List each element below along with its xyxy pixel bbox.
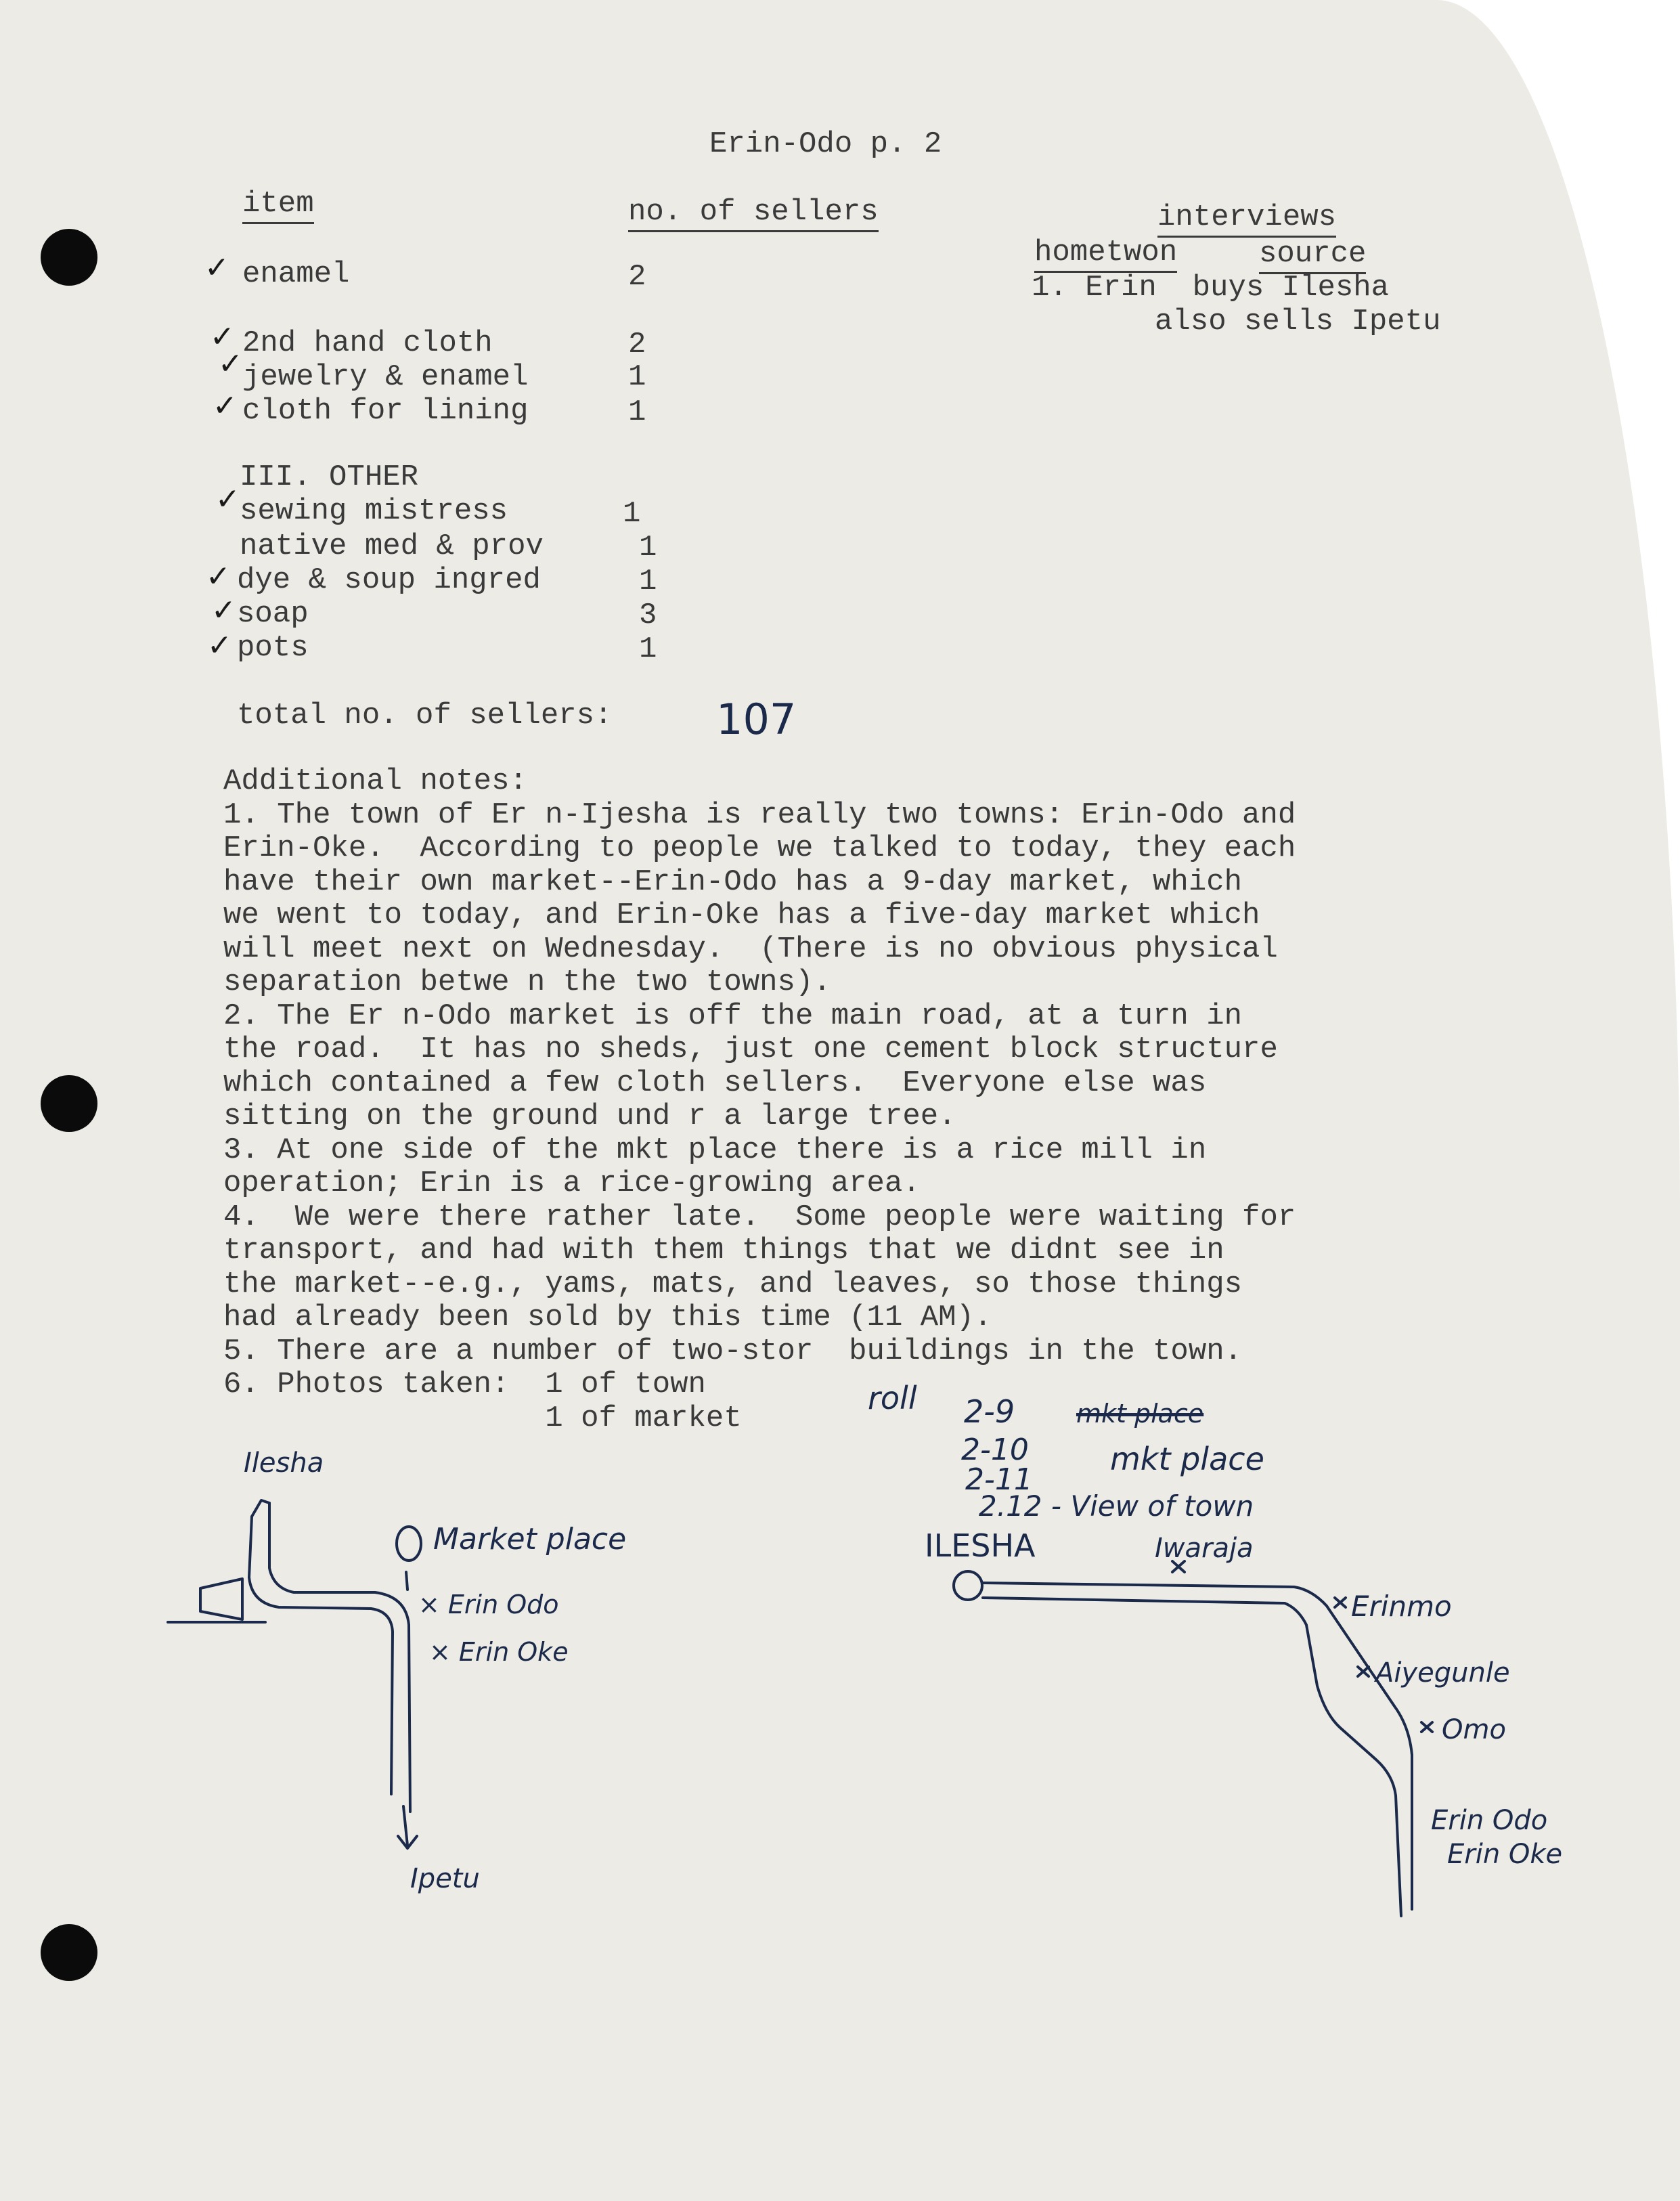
roll-label: roll bbox=[868, 1380, 917, 1416]
map-label-market-place: Market place bbox=[433, 1522, 627, 1556]
total-value: 107 bbox=[716, 695, 797, 744]
interview-line-2: also sells Ipetu bbox=[1155, 305, 1441, 339]
check-mark-icon: ✓ bbox=[210, 320, 235, 354]
check-mark-icon: ✓ bbox=[218, 347, 243, 381]
notes-line: which contained a few cloth sellers. Everyone else was bbox=[223, 1066, 1207, 1100]
notes-line: 6. Photos taken: 1 of town bbox=[223, 1368, 706, 1401]
notes-line: Erin-Oke. According to people we talked to today, they each bbox=[223, 831, 1296, 865]
item-count: 3 bbox=[639, 598, 657, 632]
item-name: pots bbox=[237, 631, 309, 665]
map-label-ipetu: Ipetu bbox=[410, 1863, 480, 1894]
notes-line: 4. We were there rather late. Some people were waiting for bbox=[223, 1200, 1296, 1234]
map-label-erin-oke: × Erin Oke bbox=[429, 1637, 569, 1667]
column-header-sellers: no. of sellers bbox=[628, 195, 879, 232]
column-header-hometown: hometwon bbox=[1034, 236, 1177, 273]
notes-line: have their own market--Erin-Odo has a 9-day market, which bbox=[223, 865, 1243, 899]
map-label-erin-oke-right: Erin Oke bbox=[1447, 1839, 1563, 1870]
item-count: 2 bbox=[628, 328, 646, 362]
roll-entry: 2-11 bbox=[965, 1462, 1033, 1497]
item-name: native med & prov bbox=[240, 529, 544, 563]
total-label: total no. of sellers: bbox=[237, 699, 613, 733]
column-header-source: source bbox=[1259, 237, 1366, 274]
notes-heading: Additional notes: bbox=[223, 764, 527, 798]
column-header-interviews: interviews bbox=[1157, 200, 1336, 238]
map-label-omo: Omo bbox=[1442, 1714, 1506, 1745]
item-name: dye & soup ingred bbox=[237, 563, 541, 597]
item-name: soap bbox=[237, 597, 309, 631]
check-mark-icon: ✓ bbox=[206, 559, 231, 594]
notes-line: operation; Erin is a rice-growing area. bbox=[223, 1167, 921, 1200]
map-label-erinmo: Erinmo bbox=[1351, 1590, 1452, 1623]
roll-entry: 2-9 bbox=[964, 1393, 1015, 1430]
item-count: 1 bbox=[628, 360, 646, 394]
map-label-ilesha-caps: ILESHA bbox=[925, 1527, 1036, 1564]
roll-entry: 2-10 bbox=[961, 1433, 1029, 1467]
item-name: jewelry & enamel bbox=[242, 360, 529, 394]
notes-line: the road. It has no sheds, just one cement block structure bbox=[223, 1032, 1278, 1066]
item-name: sewing mistress bbox=[240, 494, 508, 528]
notes-line: 1. The town of Er n-Ijesha is really two towns: Erin-Odo and bbox=[223, 798, 1296, 832]
item-name: enamel bbox=[242, 257, 350, 291]
interview-line-1: 1. Erin buys Ilesha bbox=[1032, 271, 1390, 305]
item-name: 2nd hand cloth bbox=[242, 326, 493, 360]
notes-line: 5. There are a number of two-stor buildings in the town. bbox=[223, 1334, 1243, 1368]
roll-struck-note: mkt place bbox=[1076, 1399, 1204, 1429]
roll-note: mkt place bbox=[1110, 1441, 1264, 1477]
column-header-item: item bbox=[242, 187, 314, 224]
item-count: 1 bbox=[628, 395, 646, 429]
notes-line: transport, and had with them things that we didnt see in bbox=[223, 1234, 1224, 1267]
item-count: 1 bbox=[639, 531, 657, 565]
check-mark-icon: ✓ bbox=[204, 250, 229, 285]
map-label-iwaraja: Iwaraja bbox=[1155, 1533, 1254, 1564]
notes-line: 3. At one side of the mkt place there is a rice mill in bbox=[223, 1133, 1207, 1167]
check-mark-icon: ✓ bbox=[213, 389, 238, 423]
section-heading-other: III. OTHER bbox=[240, 460, 419, 494]
check-mark-icon: ✓ bbox=[207, 628, 232, 663]
page-title: Erin-Odo p. 2 bbox=[709, 127, 942, 161]
notes-line: 2. The Er n-Odo market is off the main road, at a turn in bbox=[223, 999, 1243, 1033]
left-route-map bbox=[168, 1500, 421, 1848]
notes-line: we went to today, and Erin-Oke has a five-day market which bbox=[223, 898, 1260, 932]
map-label-aiyegunle: Aiyegunle bbox=[1375, 1657, 1510, 1688]
notes-line: sitting on the ground und r a large tree. bbox=[223, 1099, 956, 1133]
notes-line: separation betwe n the two towns). bbox=[223, 965, 831, 999]
map-label-erin-odo: × Erin Odo bbox=[418, 1590, 559, 1619]
item-name: cloth for lining bbox=[242, 394, 529, 428]
item-count: 1 bbox=[623, 497, 641, 531]
check-mark-icon: ✓ bbox=[215, 482, 240, 517]
item-count: 1 bbox=[639, 565, 657, 598]
check-mark-icon: ✓ bbox=[211, 593, 236, 628]
roll-entry: 2.12 - View of town bbox=[979, 1489, 1254, 1523]
notes-line: 1 of market bbox=[223, 1401, 742, 1435]
item-count: 2 bbox=[628, 260, 646, 294]
item-count: 1 bbox=[639, 632, 657, 666]
map-label-ilesha: Ilesha bbox=[244, 1447, 324, 1479]
notes-line: the market--e.g., yams, mats, and leaves, so those things bbox=[223, 1267, 1243, 1301]
notes-line: will meet next on Wednesday. (There is no obvious physical bbox=[223, 932, 1278, 966]
map-label-erin-odo-right: Erin Odo bbox=[1431, 1805, 1548, 1836]
notes-line: had already been sold by this time (11 AM). bbox=[223, 1301, 992, 1334]
